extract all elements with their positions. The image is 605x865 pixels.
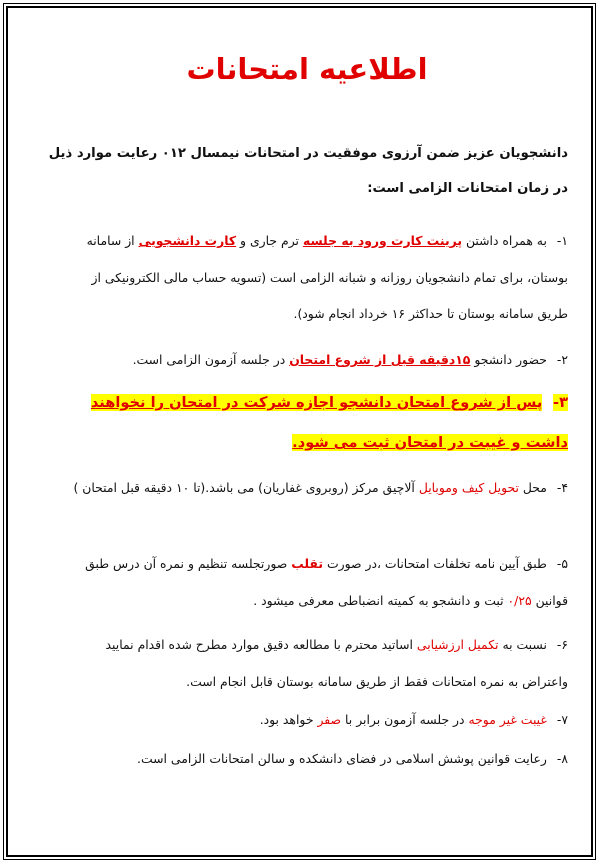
highlight-unexcused-absence: غیبت غیر موجه [468,712,547,727]
item-text: آلاچیق مرکز (روبروی غفاریان) می باشد.(تا ۱۰ دقیقه قبل امتحان ) [73,480,415,495]
item-text: رعایت قوانین پوشش اسلامی در فضای دانشکده و سالن امتحانات الزامی است. [137,751,547,766]
item-number: ۱- [556,233,568,248]
highlight-zero: صفر [317,712,342,727]
item-text: از سامانه بوستان، برای تمام دانشجویان روزانه و شبانه الزامی است (تسویه حساب مالی الکترونیکی از طریق سامانه بوستان تا حداکثر ۱۶ خرداد انجام شود). [86,233,568,321]
item-text: در جلسه آزمون الزامی است. [132,352,286,367]
list-item-7 [68,702,568,739]
page-title: اطلاعیه امتحانات [186,52,428,86]
item-number: ۴- [556,480,568,495]
highlight-print-entry-card: پرینت کارت ورود به جلسه [302,233,462,248]
item-text: خواهد بود. [259,712,314,727]
item-text: در جلسه آزمون برابر با [345,712,465,727]
list-item-5 [68,546,568,619]
highlight-grade-value: ۰/۲۵ [507,592,532,608]
list-item-3 [68,383,568,463]
item-text: ثبت و دانشجو به کمیته انضباطی معرفی میشود . [253,592,504,608]
item-number: ۵- [556,556,568,571]
list-item-4 [68,470,568,507]
intro-paragraph: دانشجویان عزیز ضمن آرزوی موفقیت در امتحانات نیمسال ۰۱۲ رعایت موارد ذیل در زمان امتحانات الزامی است: [48,146,568,196]
item-number: ۷- [556,712,568,727]
item-text: حضور دانشجو [474,352,547,367]
item-number: ۶- [556,637,568,652]
item-text: محل [522,480,547,495]
highlight-cheating: تقلب [291,556,323,571]
announcement-document [46,0,568,865]
highlight-arrival-time: ۱۵دقیقه قبل از شروع امتحان [289,352,471,367]
list-item-2 [68,342,568,379]
highlight-evaluation: تکمیل ارزشیابی [416,637,499,652]
item-text: صورتجلسه تنظیم و نمره آن درس طبق قوانین [85,556,568,608]
list-item-6 [68,627,568,700]
highlight-bag-phone-dropoff: تحویل کیف وموبایل [418,480,519,495]
item-text: طبق آیین نامه تخلفات امتحانات ،در صورت [326,556,547,571]
item-number: ۳- [553,394,568,411]
list-item-8 [68,741,568,778]
item-text: نسبت به [502,637,547,652]
highlight-student-card: کارت دانشجویی [138,233,237,248]
item-text: اساتید محترم با مطالعه دقیق موارد مطرح شده اقدام نمایید واعتراض به نمره امتحانات فقط از طریق سامانه بوستان قابل انجام است. [105,637,568,689]
item-text: ترم جاری و [240,233,299,248]
item-number: ۸- [556,751,568,766]
list-item-1 [68,223,568,333]
item-text: به همراه داشتن [465,233,547,248]
item-number: ۲- [556,352,568,367]
highlight-no-late-entry: پس از شروع امتحان دانشجو اجازه شرکت در امتحان را نخواهند داشت و غیبت در امتحان ثبت می شود. [90,394,568,451]
